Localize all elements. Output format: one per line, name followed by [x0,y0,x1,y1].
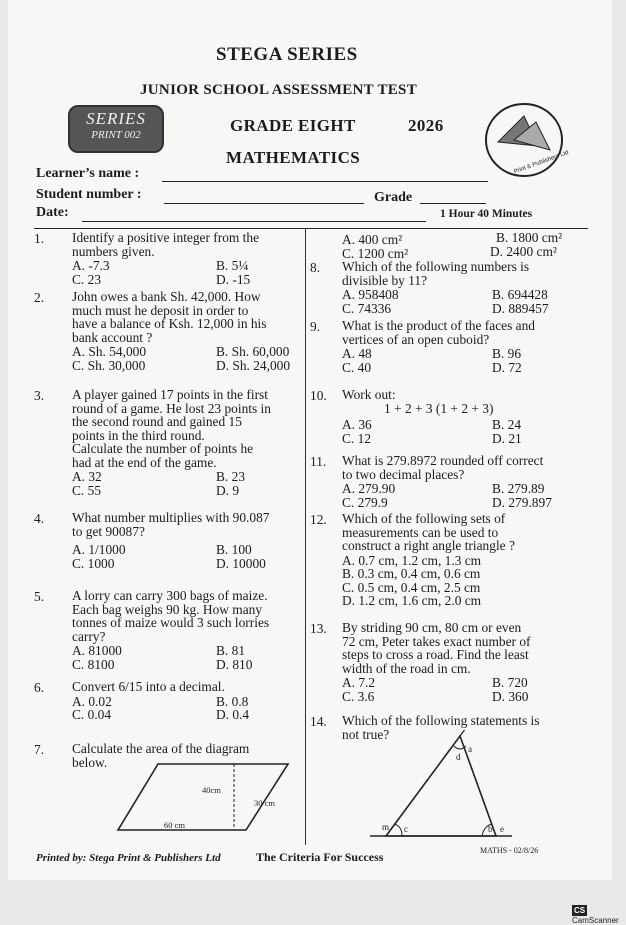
question-9-text: What is the product of the faces and [342,318,535,333]
q7-parallelogram-diagram [116,760,296,838]
q14-label-e: e [500,824,504,834]
question-9-number: 9. [310,319,321,334]
question-3-option[interactable]: B. 23 [216,469,246,484]
question-9-option[interactable]: A. 48 [342,346,372,361]
question-11-number: 11. [310,454,327,469]
question-5-text: tonnes of maize would 3 such lorries [72,615,270,630]
question-1-option[interactable]: D. -15 [216,271,251,287]
subject-title: MATHEMATICS [226,148,361,167]
question-14-number: 14. [310,714,327,729]
question-2-option[interactable]: D. Sh. 24,000 [216,357,291,373]
question-13-option[interactable]: C. 3.6 [342,688,375,704]
motto: The Criteria For Success [256,850,384,864]
question-11-option[interactable]: C. 279.9 [342,494,388,510]
question-4-option[interactable]: D. 10000 [216,555,266,571]
question-2-text: have a balance of Ksh. 12,000 in his [72,316,267,331]
exam-page [8,0,612,880]
question-4-text: to get 90087? [72,523,145,539]
question-2-number: 2. [34,290,45,305]
question-8-option[interactable]: D. 889457 [492,300,549,316]
q7-side-label: 30 cm [254,798,276,808]
question-8-option[interactable]: C. 74336 [342,300,392,316]
question-7-text: below. [72,754,108,770]
top-rule [34,228,588,229]
question-10-option[interactable]: C. 12 [342,430,372,446]
printed-by: Printed by: Stega Print & Publishers Ltd [36,852,221,864]
question-10-expression: 1 + 2 + 3 (1 + 2 + 3) [384,400,494,416]
question-9-option[interactable]: C. 40 [342,359,372,375]
question-6-text: Convert 6/15 into a decimal. [72,679,225,694]
question-3-option[interactable]: C. 55 [72,482,102,498]
publisher-seal [484,100,570,180]
question-12-text: measurements can be used to [342,524,499,540]
question-3-text: round of a game. He lost 23 points in [72,400,271,416]
grade-line[interactable] [420,203,486,204]
q14-label-d: d [456,752,461,762]
q14-label-m: m [382,822,390,832]
question-4-option[interactable]: A. 1/1000 [72,542,126,557]
question-2-text: much must he deposit in order to [72,302,249,318]
question-13-text: width of the road in cm. [342,660,471,676]
question-2-option[interactable]: C. Sh. 30,000 [72,357,146,373]
q7-base-label: 60 cm [164,820,186,830]
question-7-number: 7. [34,742,45,757]
question-5-option[interactable]: D. 810 [216,656,253,672]
question-8-text: Which of the following numbers is [342,259,530,274]
question-12-option[interactable]: C. 0.5 cm, 0.4 cm, 2.5 cm [342,579,481,595]
question-1-text: numbers given. [72,243,155,259]
question-4-number: 4. [34,511,45,526]
question-3-option[interactable]: A. 32 [72,469,102,484]
q7-option-d[interactable]: D. 2400 cm² [490,244,557,259]
question-5-text: Each bag weighs 90 kg. How many [72,601,263,617]
question-11-option[interactable]: A. 279.90 [342,481,396,496]
question-5-text: carry? [72,628,106,644]
question-13-text: steps to cross a road. Find the least [342,647,529,662]
column-divider [305,229,306,845]
question-7-text: Calculate the area of the diagram [72,741,250,756]
question-4-option[interactable]: C. 1000 [72,555,115,571]
question-2-option[interactable]: A. Sh. 54,000 [72,344,147,359]
question-12-text: construct a right angle triangle ? [342,538,515,553]
question-6-number: 6. [34,680,45,695]
question-14-text: not true? [342,726,390,742]
question-3-text: Calculate the number of points he [72,441,254,456]
year: 2026 [408,116,444,135]
question-1-number: 1. [34,231,45,246]
question-3-option[interactable]: D. 9 [216,482,240,498]
question-6-option[interactable]: A. 0.02 [72,693,112,709]
q7-option-a[interactable]: A. 400 cm² [342,232,403,247]
question-10-text: Work out: [342,387,396,402]
question-4-option[interactable]: B. 100 [216,542,252,557]
question-13-option[interactable]: D. 360 [492,688,529,704]
scanner-badge: CS [574,906,586,915]
q7-option-b[interactable]: B. 1800 cm² [496,230,563,245]
question-10-option[interactable]: A. 36 [342,417,372,432]
question-5-option[interactable]: B. 81 [216,643,246,658]
question-12-text: Which of the following sets of [342,511,506,526]
q7-option-c[interactable]: C. 1200 cm² [342,246,409,261]
question-12-option[interactable]: B. 0.3 cm, 0.4 cm, 0.6 cm [342,566,481,581]
question-14-text: Which of the following statements is [342,713,540,728]
question-9-option[interactable]: D. 72 [492,359,522,375]
question-11-text: to two decimal places? [342,466,465,482]
scanner-watermark [572,905,626,925]
q14-triangle-diagram [368,730,514,842]
question-12-option[interactable]: A. 0.7 cm, 1.2 cm, 1.3 cm [342,552,482,568]
question-5-text: A lorry can carry 300 bags of maize. [72,588,268,603]
question-5-number: 5. [34,589,45,604]
question-3-number: 3. [34,388,45,403]
question-8-option[interactable]: A. 958408 [342,287,399,302]
question-12-number: 12. [310,512,327,527]
student-number-line[interactable] [164,203,364,204]
question-9-text: vertices of an open cuboid? [342,331,490,347]
series-title: STEGA SERIES [216,44,358,65]
q14-label-c: c [404,824,408,834]
question-5-option[interactable]: A. 81000 [72,643,122,658]
question-1-text: Identify a positive integer from the [72,230,260,245]
question-2-text: bank account ? [72,329,153,345]
assessment-title: JUNIOR SCHOOL ASSESSMENT TEST [140,82,418,98]
question-1-option[interactable]: C. 23 [72,271,102,287]
question-9-option[interactable]: B. 96 [492,346,522,361]
grade-label: Grade [374,190,413,205]
question-13-option[interactable]: A. 7.2 [342,675,376,690]
logo-line1: SERIES [86,109,146,128]
grade-title: GRADE EIGHT [230,116,356,135]
paper-code: MATHS - 02/8/26 [480,846,539,855]
learner-name-line[interactable] [162,181,488,182]
question-1-option[interactable]: B. 5¼ [216,258,249,273]
question-8-option[interactable]: B. 694428 [492,287,548,302]
date-label: Date: [36,205,69,220]
question-3-text: the second round and gained 15 [72,414,242,429]
question-1-option[interactable]: A. -7.3 [72,258,110,273]
question-8-number: 8. [310,260,321,275]
learner-name-label: Learner’s name : [36,166,140,181]
q14-label-a: a [468,744,472,754]
question-3-text: points in the third round. [72,427,205,443]
question-3-text: A player gained 17 points in the first [72,387,268,402]
question-10-number: 10. [310,388,327,403]
question-8-text: divisible by 11? [342,272,428,288]
question-11-option[interactable]: D. 279.897 [492,494,552,510]
date-line[interactable] [82,221,426,222]
series-logo [68,105,164,153]
question-10-option[interactable]: B. 24 [492,417,522,432]
question-13-text: 72 cm, Peter takes exact number of [342,633,531,649]
question-12-option[interactable]: D. 1.2 cm, 1.6 cm, 2.0 cm [342,593,482,608]
scanner-text: CamScanner [572,916,619,925]
student-number-label: Student number : [36,187,142,202]
question-2-option[interactable]: B. Sh. 60,000 [216,344,290,359]
logo-line2: PRINT 002 [91,129,141,141]
question-13-number: 13. [310,621,327,636]
question-2-text: John owes a bank Sh. 42,000. How [72,289,261,304]
question-6-option[interactable]: C. 0.04 [72,707,112,722]
question-6-option[interactable]: D. 0.4 [216,707,250,722]
question-10-option[interactable]: D. 21 [492,430,522,446]
question-11-text: What is 279.8972 rounded off correct [342,453,544,468]
question-4-text: What number multiplies with 90.087 [72,510,270,525]
q14-label-b: b [488,824,493,834]
question-6-option[interactable]: B. 0.8 [216,693,249,709]
duration: 1 Hour 40 Minutes [440,208,533,220]
question-13-text: By striding 90 cm, 80 cm or even [342,620,522,635]
seal-text: Print & Publishers Ltd [513,149,570,176]
question-3-text: had at the end of the game. [72,454,217,470]
q7-height-label: 40cm [202,785,221,795]
question-13-option[interactable]: B. 720 [492,675,528,690]
question-11-option[interactable]: B. 279.89 [492,481,545,496]
question-5-option[interactable]: C. 8100 [72,656,115,672]
